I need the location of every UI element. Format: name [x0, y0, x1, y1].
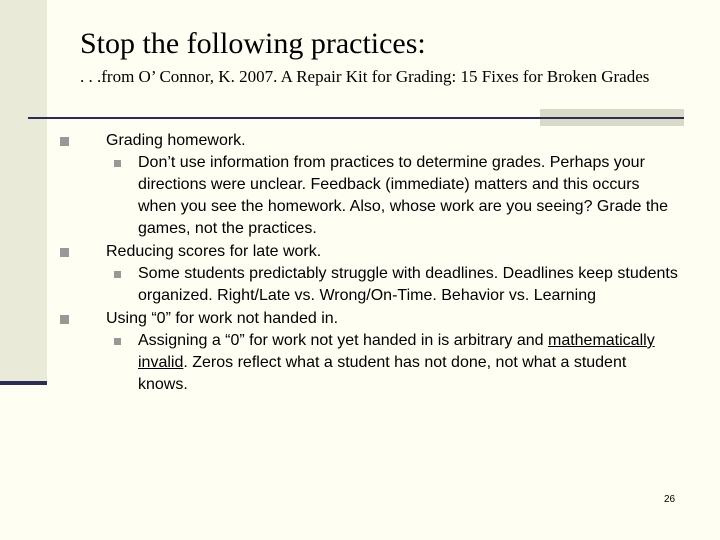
bullet-list: [60, 129, 690, 396]
page-number: 26: [664, 494, 676, 505]
square-sub-bullet-icon: [114, 160, 121, 167]
bullet-text: Reducing scores for late work.: [106, 243, 322, 260]
bullet-item: [60, 240, 690, 307]
title-divider: [28, 117, 684, 119]
slide-title: Stop the following practices:: [80, 27, 426, 60]
sub-bullet-list: [106, 152, 690, 240]
bullet-item: [60, 129, 690, 240]
slide-subtitle: . . .from O’ Connor, K. 2007. A Repair Kit for Grading: 15 Fixes for Broken Grades: [80, 67, 650, 86]
sub-bullet-item: [106, 330, 678, 396]
square-bullet-icon: [60, 315, 69, 324]
sub-bullet-item: [106, 152, 678, 240]
left-decorative-band: [0, 0, 47, 383]
sub-bullet-text: Some students predictably struggle with deadlines. Deadlines keep students organized. Right/Late vs. Wrong/On-Time. Behavior vs. Learning: [138, 265, 678, 304]
sub-bullet-text: Don’t use information from practices to determine grades. Perhaps your directions were unclear. Feedback (immediate) matters and this occurs when you see the homework. Also, whose work are you seeing? Grade the games, not the practices.: [138, 154, 669, 237]
bullet-item: [60, 307, 690, 396]
square-bullet-icon: [60, 248, 69, 257]
left-band-rule: [0, 381, 47, 385]
square-sub-bullet-icon: [114, 338, 121, 345]
square-bullet-icon: [60, 137, 69, 146]
bullet-text: Using “0” for work not handed in.: [106, 310, 339, 327]
sub-bullet-text-start: Assigning a “0” for work not yet handed in is arbitrary and: [138, 332, 548, 349]
underlined-phrase: mathematically invalid: [138, 332, 655, 371]
bullet-text: Grading homework.: [106, 132, 246, 149]
sub-bullet-list: [106, 330, 690, 396]
sub-bullet-text-end: . Zeros reflect what a student has not done, not what a student knows.: [138, 354, 627, 393]
sub-bullet-list: [106, 263, 690, 307]
sub-bullet-item: [106, 263, 678, 307]
square-sub-bullet-icon: [114, 271, 121, 278]
